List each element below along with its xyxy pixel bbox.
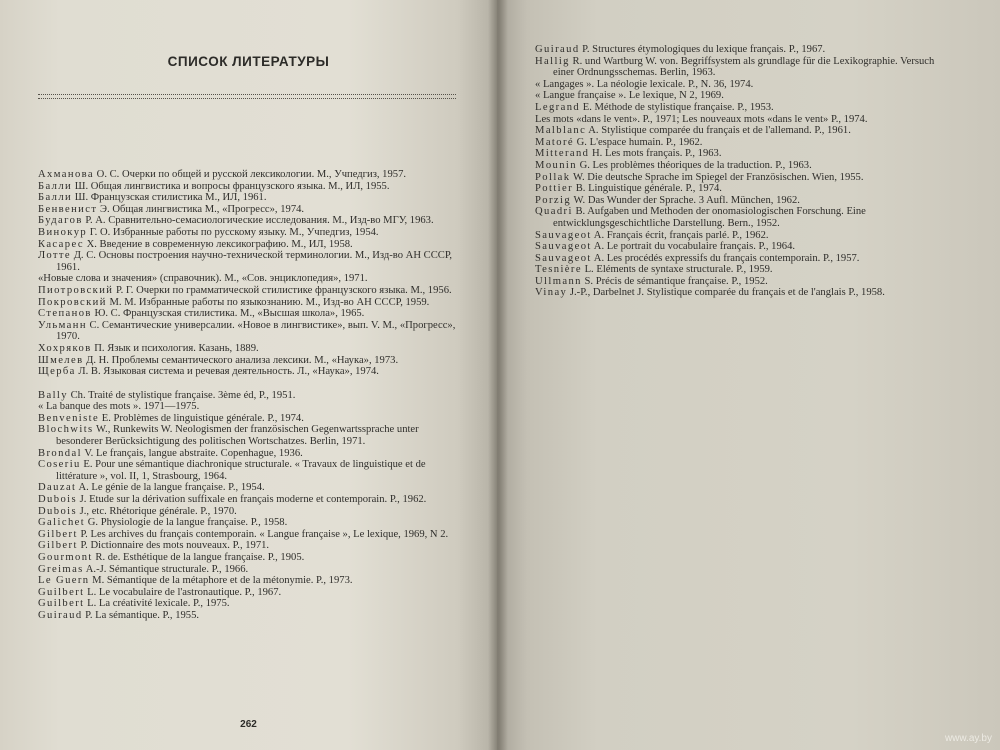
- entry-text: B. Aufgaben und Methoden der onomasiologischen Forschung. Eine entwicklungsgeschichtliche Darstellung. Bern., 1952.: [553, 206, 866, 229]
- entry-author: Le Guern: [38, 575, 90, 587]
- entry-author: Guiraud: [38, 609, 83, 621]
- entry-text: P. Structures étymologiques du lexique français. P., 1967.: [579, 44, 826, 55]
- entry-author: Mitterand: [535, 148, 590, 160]
- entry-text: Les mots «dans le vent». P., 1971; Les nouveaux mots «dans le vent» P., 1974.: [535, 113, 868, 125]
- bibliography-entry: [535, 276, 955, 288]
- bibliography-entry: [38, 169, 458, 181]
- bibliography-entry: [38, 459, 458, 482]
- entry-author: Guilbert: [38, 598, 85, 610]
- left-page: [0, 0, 497, 750]
- entry-author: Dubois: [38, 494, 78, 506]
- entry-text: G. L'espace humain. P., 1962.: [574, 136, 703, 148]
- entry-author: Gilbert: [38, 540, 78, 552]
- entry-author: Sauvageot: [535, 252, 592, 264]
- entry-text: A. Stylistique comparée du français et de l'allemand. P., 1961.: [586, 125, 851, 137]
- entry-text: L. Eléments de syntaxe structurale. P., 1959.: [581, 264, 773, 276]
- bibliography-entry: [38, 239, 458, 251]
- entry-text: J. Etude sur la dérivation suffixale en français moderne et contemporain. P., 1962.: [77, 494, 427, 506]
- entry-author: Mounin: [535, 159, 577, 171]
- bibliography-entry: [38, 192, 458, 204]
- entry-author: Щерба: [38, 366, 76, 378]
- entry-text: Ш. Общая лингвистика и вопросы французского языка. М., ИЛ, 1955.: [72, 180, 390, 192]
- watermark: www.ay.by: [944, 733, 992, 744]
- entry-text: М. М. Избранные работы по языкознанию. М., Изд-во АН СССР, 1959.: [106, 296, 430, 308]
- entry-author: Балли: [38, 180, 73, 192]
- bibliography-entry: [38, 517, 458, 529]
- bibliography-entry: [535, 114, 955, 126]
- entry-text: V. Le français, langue abstraite. Copenhague, 1936.: [81, 447, 303, 459]
- bibliography-entry: [535, 172, 955, 184]
- entry-author: Malblanc: [535, 125, 587, 137]
- entry-author: Coseriu: [38, 459, 81, 471]
- entry-text: R. und Wartburg W. von. Begriffsystem als grundlage für die Lexikographie. Versuch einer Ordnungsschemas. Berlin, 1963.: [553, 55, 935, 79]
- bibliography-entry: [38, 366, 458, 378]
- entry-text: B. Linguistique générale. P., 1974.: [573, 183, 722, 195]
- entry-author: Пиотровский: [38, 284, 114, 296]
- bibliography-entry: [38, 215, 458, 227]
- entry-author: Bally: [38, 389, 68, 401]
- entry-author: Guiraud: [535, 44, 580, 55]
- bibliography-entry: [535, 44, 955, 56]
- entry-author: Brondal: [38, 447, 82, 459]
- bibliography-entry: [535, 148, 955, 160]
- entry-text: E. Problèmes de linguistique générale. P., 1974.: [99, 412, 304, 424]
- entry-text: J.-P., Darbelnet J. Stylistique comparée du français et de l'anglais P., 1958.: [567, 287, 885, 299]
- entry-text: Д. Н. Проблемы семантического анализа лексики. М., «Наука», 1973.: [83, 354, 399, 366]
- entry-author: Ульманн: [38, 319, 87, 331]
- page-title: СПИСОК ЛИТЕРАТУРЫ: [167, 54, 330, 69]
- bibliography-entry: [535, 183, 955, 195]
- entry-text: «Новые слова и значения» (справочник). М., «Сов. энциклопедия», 1971.: [38, 273, 368, 285]
- bibliography-entry: [535, 102, 955, 114]
- entry-author: Ullmann: [535, 275, 582, 287]
- bibliography-entry: [535, 137, 955, 149]
- bibliography-entry: [38, 506, 458, 518]
- entry-text: « Langages ». La néologie lexicale. P., N. 36, 1974.: [535, 78, 754, 90]
- bibliography-entry: [38, 250, 458, 273]
- entry-text: W. Das Wunder der Sprache. 3 Aufl. München, 1962.: [571, 194, 800, 206]
- bibliography-entry: [38, 424, 458, 447]
- entry-author: Покровский: [38, 296, 107, 308]
- entry-author: Будагов: [38, 215, 83, 227]
- entry-text: W., Runkewits W. Neologismen der französischen Gegenwartssprache unter besonderer Berücksichtigung des politischen Wortschatzes. Berlin, 1971.: [56, 424, 419, 448]
- entry-text: G. Les problèmes théoriques de la traduction. P., 1963.: [576, 159, 812, 171]
- bibliography-entry: [535, 287, 955, 299]
- bibliography-entry: [38, 529, 458, 541]
- entry-author: Sauvageot: [535, 241, 592, 253]
- entry-text: « La banque des mots ». 1971—1975.: [38, 401, 200, 413]
- entry-text: W. Die deutsche Sprache im Spiegel der Französischen. Wien, 1955.: [570, 171, 864, 183]
- entry-text: Х. Введение в современную лексикографию. М., ИЛ, 1958.: [83, 238, 353, 250]
- bibliography-entry: [38, 610, 458, 622]
- entry-author: Dauzat: [38, 482, 77, 494]
- entry-author: Ахманова: [38, 169, 95, 180]
- bibliography-entry: [535, 56, 955, 79]
- book-gutter: [488, 0, 508, 750]
- entry-text: Э. Общая лингвистика М., «Прогресс», 1974.: [97, 203, 305, 215]
- entry-text: P. Les archives du français contemporain. « Langue française », Le lexique, 1969, N 2.: [77, 528, 449, 540]
- entry-author: Gilbert: [38, 528, 78, 540]
- bibliography-entry: [535, 241, 955, 253]
- entry-author: Greimas: [38, 563, 84, 575]
- entry-text: « Langue française ». Le lexique, N 2, 1969.: [535, 90, 724, 102]
- entry-text: Д. С. Основы построения научно-технической терминологии. М., Изд-во АН СССР, 1961.: [56, 250, 453, 273]
- entry-text: E. Pour une sémantique diachronique structurale. « Travaux de linguistique et de littérature », vol. II, 1, Strasbourg, 1964.: [56, 459, 426, 482]
- bibliography-entry: [38, 308, 458, 320]
- bibliography-entry: [38, 355, 458, 367]
- entry-text: Ch. Traité de stylistique française. 3ème éd, P., 1951.: [67, 389, 296, 401]
- bibliography-list-right: [535, 44, 955, 299]
- bibliography-entry: [38, 448, 458, 460]
- entry-text: A. Les procédés expressifs du français contemporain. P., 1957.: [591, 252, 860, 264]
- bibliography-entry: [535, 264, 955, 276]
- bibliography-entry: [38, 320, 458, 343]
- bibliography-entry: [535, 90, 955, 102]
- entry-author: Quadri: [535, 206, 573, 218]
- entry-text: P. La sémantique. P., 1955.: [82, 609, 200, 621]
- entry-author: Dubois: [38, 505, 78, 517]
- entry-text: Ш. Французская стилистика М., ИЛ, 1961.: [72, 192, 267, 204]
- entry-text: О. С. Очерки по общей и русской лексикологии. М., Учпедгиз, 1957.: [94, 169, 407, 180]
- bibliography-entry: [38, 273, 458, 285]
- bibliography-entry: [38, 540, 458, 552]
- right-page: [497, 0, 1000, 750]
- bibliography-entry: [38, 564, 458, 576]
- entry-author: Vinay: [535, 287, 568, 299]
- entry-author: Matoré: [535, 136, 574, 148]
- bibliography-entry: [38, 552, 458, 564]
- entry-text: A. Le portrait du vocabulaire français. P., 1964.: [591, 241, 796, 253]
- bibliography-list-left: [38, 169, 458, 622]
- entry-text: H. Les mots français. P., 1963.: [589, 148, 722, 160]
- entry-text: Ю. С. Французская стилистика. М., «Высшая школа», 1965.: [91, 308, 365, 320]
- entry-author: Blochwits: [38, 424, 94, 436]
- entry-text: L. La créativité lexicale. P., 1975.: [84, 598, 230, 610]
- entry-text: R. de. Esthétique de la langue française. P., 1905.: [92, 552, 305, 563]
- entry-text: S. Précis de sémantique française. P., 1952.: [581, 275, 768, 287]
- bibliography-entry: [535, 206, 955, 229]
- entry-text: A. Français écrit, français parlé. P., 1962.: [591, 229, 769, 241]
- bibliography-entry: [38, 390, 458, 402]
- bibliography-entry: [38, 401, 458, 413]
- entry-author: Бенвенист: [38, 203, 98, 215]
- entry-text: П. Язык и психология. Казань, 1889.: [91, 342, 259, 354]
- entry-author: Galichet: [38, 517, 86, 529]
- entry-author: Hallig: [535, 55, 570, 67]
- bibliography-entry: [38, 494, 458, 506]
- bibliography-entry: [38, 204, 458, 216]
- entry-author: Винокур: [38, 226, 88, 238]
- entry-text: M. Sémantique de la métaphore et de la métonymie. P., 1973.: [89, 575, 353, 587]
- entry-text: G. Physiologie de la langue française. P., 1958.: [85, 517, 288, 529]
- entry-text: A. Le génie de la langue française. P., 1954.: [76, 482, 265, 494]
- entry-author: Хохряков: [38, 342, 92, 354]
- entry-author: Porzig: [535, 194, 572, 206]
- entry-author: Балли: [38, 192, 73, 204]
- entry-author: Sauvageot: [535, 229, 592, 241]
- entry-author: Pottier: [535, 183, 574, 195]
- entry-author: Касарес: [38, 238, 84, 250]
- entry-author: Legrand: [535, 101, 581, 113]
- entry-text: Р. Г. Очерки по грамматической стилистике французского языка. М., 1956.: [113, 284, 452, 296]
- entry-text: L. Le vocabulaire de l'astronautique. P., 1967.: [84, 586, 282, 598]
- bibliography-entry: [38, 181, 458, 193]
- entry-author: Tesnière: [535, 264, 582, 276]
- bibliography-entry: [535, 125, 955, 137]
- entry-author: Guilbert: [38, 586, 85, 598]
- entry-text: J., etc. Rhétorique générale. P., 1970.: [77, 505, 237, 517]
- entry-text: Р. А. Сравнительно-семасиологические исследования. М., Изд-во МГУ, 1963.: [82, 215, 434, 227]
- entry-author: Gourmont: [38, 552, 93, 563]
- entry-author: Pollak: [535, 171, 571, 183]
- entry-author: Степанов: [38, 308, 92, 320]
- title-divider: [38, 94, 456, 99]
- page-number: 262: [240, 719, 257, 730]
- bibliography-entry: [535, 195, 955, 207]
- bibliography-entry: [38, 413, 458, 425]
- bibliography-entry: [38, 482, 458, 494]
- entry-text: P. Dictionnaire des mots nouveaux. P., 1971.: [77, 540, 270, 552]
- bibliography-entry: [38, 587, 458, 599]
- bibliography-entry: [38, 297, 458, 309]
- entry-text: E. Méthode de stylistique française. P., 1953.: [580, 101, 774, 113]
- bibliography-entry: [38, 285, 458, 297]
- bibliography-entry: [535, 230, 955, 242]
- entry-text: Г. О. Избранные работы по русскому языку. М., Учпедгиз, 1954.: [87, 226, 379, 238]
- entry-author: Benveniste: [38, 412, 100, 424]
- bibliography-entry: [38, 227, 458, 239]
- bibliography-entry: [535, 253, 955, 265]
- bibliography-entry: [38, 598, 458, 610]
- entry-text: Л. В. Языковая система и речевая деятельность. Л., «Наука», 1974.: [75, 366, 379, 378]
- entry-author: Шмелев: [38, 354, 84, 366]
- entry-text: С. Семантические универсалии. «Новое в лингвистике», вып. V. М., «Прогресс», 1970.: [56, 319, 456, 343]
- entry-text: A.-J. Sémantique structurale. P., 1966.: [83, 563, 249, 575]
- bibliography-entry: [535, 79, 955, 91]
- bibliography-entry: [38, 575, 458, 587]
- bibliography-entry: [535, 160, 955, 172]
- bibliography-entry: [38, 343, 458, 355]
- entry-author: Лотте: [38, 250, 72, 262]
